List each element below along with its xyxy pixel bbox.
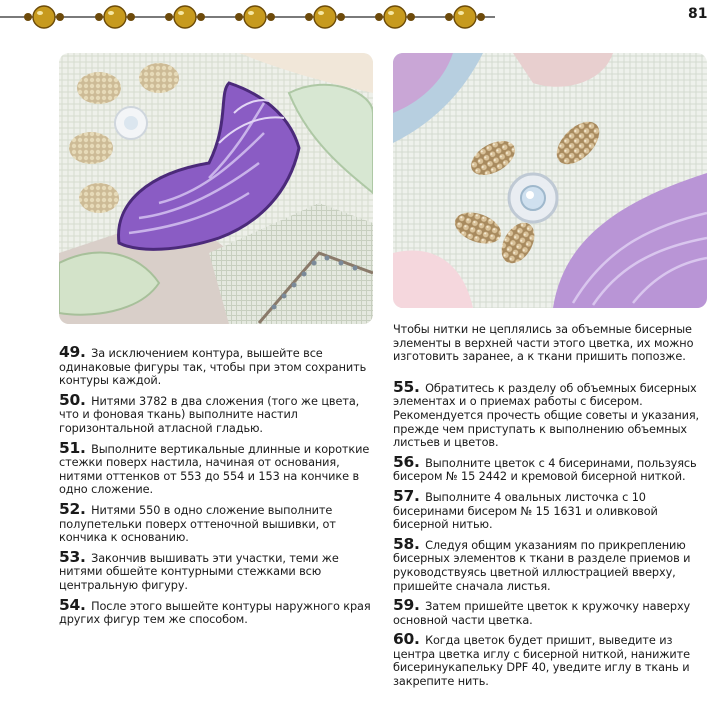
- step-item: 57. Выполните 4 овальных листочка с 10 бисеринами бисером № 15 1631 и оливковой бисерной нитью.: [393, 486, 658, 532]
- bead-icon: [165, 6, 205, 28]
- step-item: 56. Выполните цветок с 4 бисеринами, пользуясь бисером № 15 2442 и кремовой бисерной ниткой.: [393, 452, 697, 484]
- step-item: 49. За исключением контура, вышейте все одинаковые фигуры так, чтобы при этом сохранить контуры каждой.: [59, 343, 367, 388]
- instructions-right-column: [393, 323, 709, 695]
- step-item: 60. Когда цветок будет пришит, выведите из центра цветка иглу с бисерной ниткой, нанижите бисеринукапельку DPF 40, уведите иглу в ткань и закрепите нить.: [393, 630, 691, 689]
- instructions-left-column: [59, 343, 371, 633]
- step-item: 50. Нитями 3782 в два сложения (того же цвета, что и фоновая ткань) выполните настил горизонтальной атласной гладью.: [59, 390, 360, 435]
- bead-string-decoration: [0, 0, 500, 34]
- step-item: 58. Следуя общим указаниям по прикреплению бисерных элементов к ткани в разделе приемов и руководствуясь цветной иллюстрацией вверху, пришейте сначала листья.: [393, 534, 691, 593]
- photo-caption: Чтобы нитки не цеплялись за объемные бисерные элементы в верхней части этого цветка, их можно изготовить заранее, а к ткани пришить попозже.: [393, 323, 694, 364]
- bead-icon: [445, 6, 485, 28]
- embroidery-photo-right: [393, 53, 707, 308]
- embroidery-photo-left: [59, 53, 373, 324]
- step-item: 51. Выполните вертикальные длинные и короткие стежки поверх настила, начиная от основания, нитями оттенков от 553 до 554 и 153 на кончике в одно сложение.: [59, 438, 370, 497]
- step-item: 52. Нитями 550 в одно сложение выполните полупетельки поверх оттеночной вышивки, от кончика к основанию.: [59, 499, 336, 545]
- step-item: 53. Закончив вышивать эти участки, теми же нитями обшейте контурными стежками всю центральную фигуру.: [59, 547, 339, 592]
- step-item: 54. После этого вышейте контуры наружного края других фигур тем же способом.: [59, 595, 371, 627]
- bead-icon: [95, 6, 135, 28]
- step-item: 59. Затем пришейте цветок к кружочку наверху основной части цветка.: [393, 596, 691, 627]
- page-number: 81: [688, 6, 708, 22]
- bead-icon: [375, 6, 415, 28]
- step-item: 55. Обратитесь к разделу об объемных бисерных элементах и о приемах работы с бисером. Рекомендуется прочесть общие советы и указания, прежде чем приступать к выполнению объемных листьев и цветов.: [393, 377, 700, 450]
- bead-icon: [24, 6, 64, 28]
- bead-icon: [305, 6, 345, 28]
- bead-flower-icon: [509, 174, 557, 222]
- bead-icon: [235, 6, 275, 28]
